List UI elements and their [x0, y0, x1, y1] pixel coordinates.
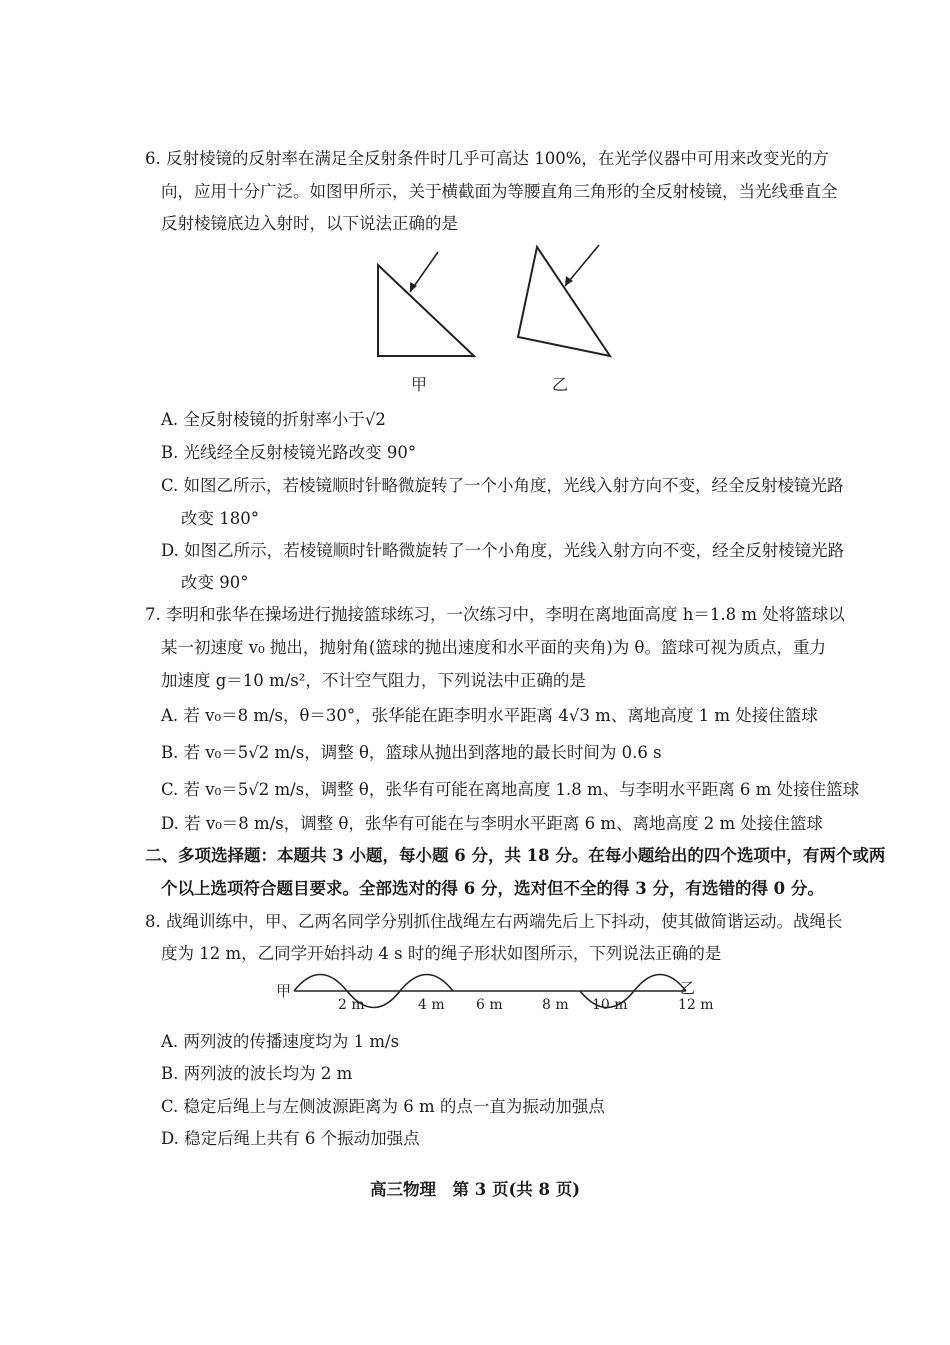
q8-option-d: D. 稳定后绳上共有 6 个振动加强点 [161, 1129, 420, 1148]
q7-stem-line-1: 7. 李明和张华在操场进行抛接篮球练习，一次练习中，李明在离地面高度 h＝1.8 m 处将篮球以 [145, 605, 845, 624]
rope-label-yi: 乙 [680, 979, 696, 997]
tick-2m: 2 m [338, 997, 365, 1013]
q6-option-c-line-2: 改变 180° [181, 509, 259, 528]
q6-option-b: B. 光线经全反射棱镜光路改变 90° [161, 443, 417, 462]
prism-figures [370, 240, 620, 365]
q8-option-c: C. 稳定后绳上与左侧波源距离为 6 m 的点一直为振动加强点 [161, 1097, 605, 1116]
tick-12m: 12 m [678, 997, 714, 1013]
q8-stem-line-1: 8. 战绳训练中，甲、乙两名同学分别抓住战绳左右两端先后上下抖动，使其做简谐运动。战绳长 [145, 912, 843, 931]
q6-option-d-line-2: 改变 90° [181, 573, 249, 592]
q6-stem-line-2: 向，应用十分广泛。如图甲所示，关于横截面为等腰直角三角形的全反射棱镜，当光线垂直全 [161, 182, 838, 201]
q8-option-a: A. 两列波的传播速度均为 1 m/s [161, 1032, 400, 1051]
page-footer: 高三物理 第 3 页(共 8 页) [369, 1180, 581, 1199]
q6-option-d-line-1: D. 如图乙所示，若棱镜顺时针略微旋转了一个小角度，光线入射方向不变，经全反射棱镜光路 [161, 541, 845, 560]
tick-8m: 8 m [542, 997, 569, 1013]
tick-6m: 6 m [476, 997, 503, 1013]
q7-stem-line-2: 某一初速度 v₀ 抛出，抛射角(篮球的抛出速度和水平面的夹角)为 θ。篮球可视为质点，重力 [161, 638, 826, 657]
q7-option-d: D. 若 v₀＝8 m/s，调整 θ，张华有可能在与李明水平距离 6 m、离地高度 2 m 处接住篮球 [161, 814, 823, 833]
figure-label-yi: 乙 [552, 375, 569, 394]
q6-stem-line-3: 反射棱镜底边入射时，以下说法正确的是 [161, 214, 458, 233]
section-2-header-line-1: 二、多项选择题：本题共 3 小题，每小题 6 分，共 18 分。在每小题给出的四个选项中，有两个或两 [145, 846, 886, 865]
prism-jia [378, 265, 474, 356]
tick-4m: 4 m [418, 997, 445, 1013]
q8-option-b: B. 两列波的波长均为 2 m [161, 1064, 353, 1083]
q7-option-a: A. 若 v₀＝8 m/s，θ＝30°，张华能在距李明水平距离 4√3 m、离地高度 1 m 处接住篮球 [161, 706, 818, 725]
q7-option-c: C. 若 v₀＝5√2 m/s，调整 θ，张华有可能在离地高度 1.8 m、与李明水平距离 6 m 处接住篮球 [161, 780, 860, 799]
tick-10m: 10 m [592, 997, 628, 1013]
q7-stem-line-3: 加速度 g＝10 m/s²，不计空气阻力，下列说法中正确的是 [161, 671, 586, 690]
rope-wave-figure [270, 972, 720, 1022]
rope-label-jia: 甲 [276, 982, 292, 1000]
q8-stem-line-2: 度为 12 m，乙同学开始抖动 4 s 时的绳子形状如图所示，下列说法正确的是 [161, 944, 722, 963]
figure-label-jia: 甲 [411, 375, 428, 394]
q6-option-a: A. 全反射棱镜的折射率小于√2 [161, 410, 386, 429]
q7-option-b: B. 若 v₀＝5√2 m/s，调整 θ，篮球从抛出到落地的最长时间为 0.6 s [161, 743, 662, 762]
q6-option-c-line-1: C. 如图乙所示，若棱镜顺时针略微旋转了一个小角度，光线入射方向不变，经全反射棱镜光路 [161, 476, 844, 495]
prism-yi [518, 247, 610, 356]
section-2-header-line-2: 个以上选项符合题目要求。全部选对的得 6 分，选对但不全的得 3 分，有选错的得 0 分。 [161, 879, 824, 898]
q6-stem-line-1: 6. 反射棱镜的反射率在满足全反射条件时几乎可高达 100%，在光学仪器中可用来改变光的方 [145, 149, 829, 168]
